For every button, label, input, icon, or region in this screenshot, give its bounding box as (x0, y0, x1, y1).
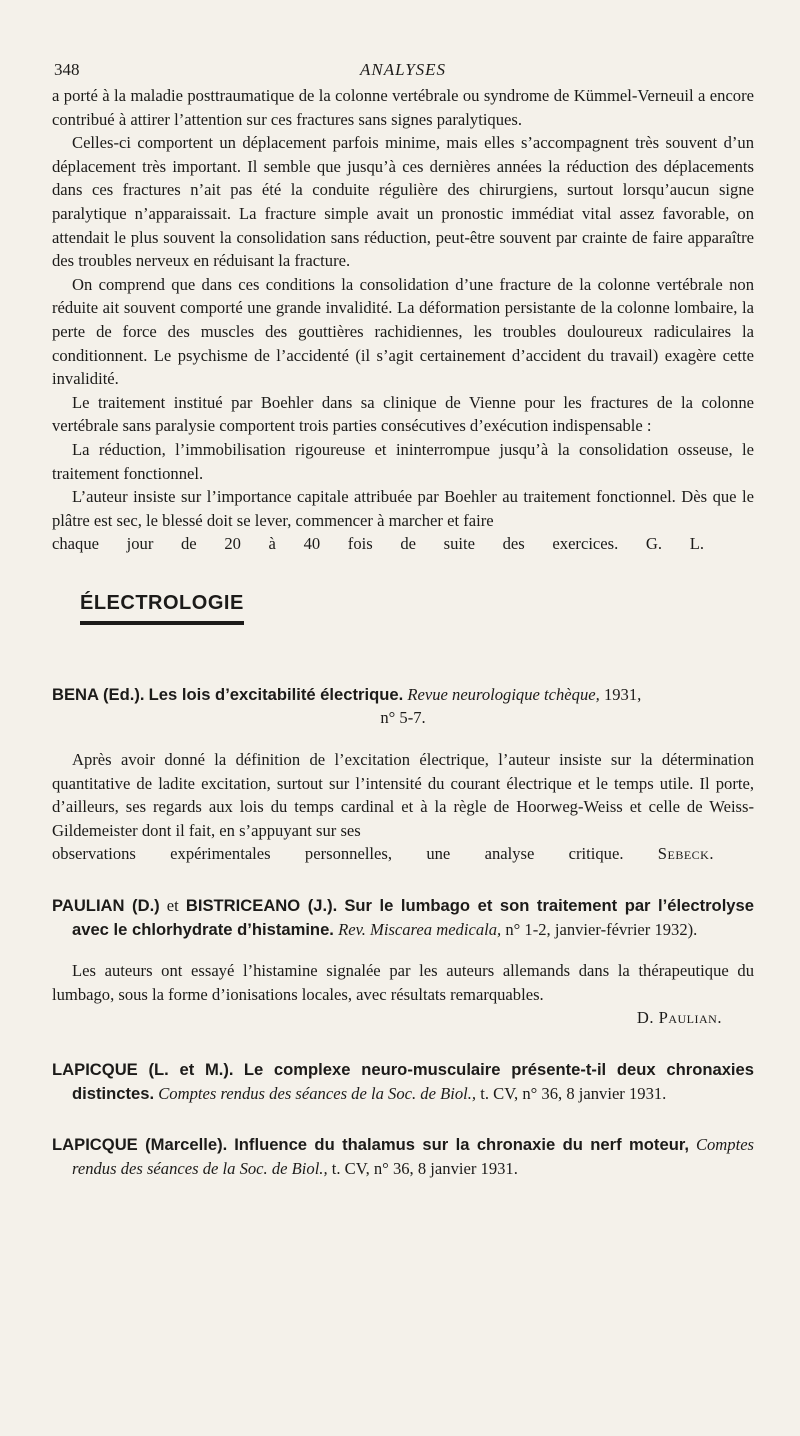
publication-details: n° 1-2, janvier-février 1932). (505, 919, 698, 939)
paragraph-last-line (52, 532, 754, 556)
paragraph: a porté à la maladie posttraumatique de la colonne vertébrale ou syndrome de Kümmel-Verneuil a encore contribué à attirer l’attention sur ces fractures sans signes paralytiques. (52, 86, 754, 129)
reference (52, 1133, 754, 1180)
paragraph: Le traitement institué par Boehler dans sa clinique de Vienne pour les fractures de la colonne vertébrale sans paralysie comportent trois parties consécutives d’exécution indispensable : (52, 392, 754, 436)
conjunction: et (166, 896, 179, 916)
page (52, 58, 754, 1180)
reference (52, 894, 754, 941)
abstract: Après avoir donné la définition de l’excitation électrique, l’auteur insiste sur la détermination quantitative de ladite excitation, surtout sur l’intensité du courant électrique et le temps utile. Il porte, d’ailleurs, ses regards aux lois du temps cardinal et à la règle de Hoorweg-Weiss et celle de Weiss-Gildemeister dont il fait, en s’appuyant sur ses (52, 750, 754, 840)
bibliographic-entry (52, 1058, 754, 1105)
abstract: Les auteurs ont essayé l’histamine signalée par les auteurs allemands dans la thérapeutique du lumbago, sous la forme d’ionisations locales, avec résultats remarquables. (52, 961, 754, 1004)
section-heading: ÉLECTROLOGIE (80, 592, 244, 625)
journal: Comptes rendus des séances de la Soc. de Biol., (72, 1135, 755, 1178)
author: LAPICQUE (L. et M.). (52, 1060, 234, 1079)
paragraph: Celles-ci comportent un déplacement parfois minime, mais elles s’accompagnent très souvent d’un déplacement très important. Il semble que jusqu’à ces dernières années la réduction des déplacements dans ces fractures n’ait pas été la conduite régulière des chirurgiens, surtout lorsqu’aucun signe paralytique n’apparaissait. La fracture simple avait un pronostic immédiat vital assez favorable, on attendait le plus souvent la consolidation sans réduction, peut-être souvent par crainte de faire apparaître des troubles nerveux en réduisant la fracture. (52, 133, 754, 271)
page-number: 348 (54, 60, 80, 79)
paragraph: La réduction, l’immobilisation rigoureuse et ininterrompue jusqu’à la consolidation osseuse, le traitement fonctionnel. (52, 439, 754, 483)
reviewer-signature: Sebeck. (657, 844, 714, 864)
bibliographic-entry (52, 894, 754, 1030)
publication-details: t. CV, n° 36, 8 janvier 1931. (480, 1083, 667, 1103)
paragraph-end: chaque jour de 20 à 40 fois de suite des exercices. (52, 534, 619, 554)
journal: Comptes rendus des séances de la Soc. de Biol., (158, 1083, 477, 1103)
publication-details: 1931, (603, 684, 642, 704)
reviewer-signature: G. L. (645, 534, 704, 554)
bibliographic-entry (52, 1133, 754, 1180)
reference (52, 683, 754, 707)
bibliographic-entry (52, 683, 754, 866)
reviewer-signature: D. Paulian. (636, 1008, 722, 1028)
signature-line (52, 1006, 754, 1030)
publication-details-line (52, 706, 754, 730)
author: LAPICQUE (Marcelle). (52, 1135, 228, 1155)
journal: Revue neurologique tchèque, (407, 684, 600, 704)
article-title: Le complexe neuro-musculaire présente-t-il deux chronaxies distinctes. (72, 1060, 754, 1103)
author: BISTRICEANO (J.). (185, 896, 338, 916)
author: BENA (Ed.). (52, 684, 145, 704)
article-title: Influence du thalamus sur la chronaxie du nerf moteur, (234, 1135, 689, 1155)
abstract-last-line (52, 842, 754, 866)
author: PAULIAN (D.) (52, 896, 160, 916)
journal: Rev. Miscarea medicala, (338, 919, 502, 939)
article-title: Sur le lumbago et son traitement par l’électrolyse avec le chlorhydrate d’histamine. (72, 896, 754, 939)
running-title: ANALYSES (359, 60, 447, 79)
reference (52, 1058, 754, 1105)
publication-details: t. CV, n° 36, 8 janvier 1931. (331, 1158, 518, 1178)
issue-number: n° 5-7. (380, 708, 426, 728)
continued-review (52, 84, 754, 556)
article-title: Les lois d’excitabilité électrique. (148, 684, 404, 704)
running-head (52, 58, 754, 84)
abstract-end: observations expérimentales personnelles, une analyse critique. (52, 844, 624, 864)
paragraph: L’auteur insiste sur l’importance capitale attribuée par Boehler au traitement fonctionnel. Dès que le plâtre est sec, le blessé doit se lever, commencer à marcher et faire (52, 487, 754, 530)
paragraph: On comprend que dans ces conditions la consolidation d’une fracture de la colonne vertébrale non réduite ait souvent comporté une grande invalidité. La déformation persistante de la colonne lombaire, la perte de force des muscles des gouttières rachidiennes, les troubles douloureux radiculaires la conditionnent. Le psychisme de l’accidenté (il s’agit certainement d’accident du travail) exagère cette invalidité. (52, 274, 754, 389)
